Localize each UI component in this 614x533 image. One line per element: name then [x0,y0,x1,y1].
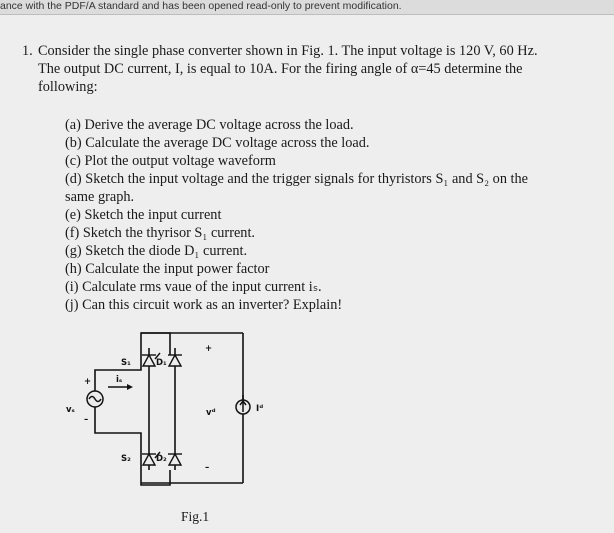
is-arrow-head [127,384,133,390]
question-number: 1. [22,43,33,59]
ac-source-icon [87,391,103,407]
item-c: (c) Plot the output voltage waveform [65,153,276,169]
item-i: (i) Calculate rms vaue of the input current iₛ. [65,279,322,295]
label-d1: D₁ [156,358,167,368]
label-minus-output: – [205,463,210,473]
label-s2: S₂ [121,454,131,464]
item-d: (d) Sketch the input voltage and the trigger signals for thyristors S₁ and S₂ on the [65,171,529,187]
dc-current-source-icon [236,400,250,414]
item-e: (e) Sketch the input current [65,207,222,223]
diode-d1-symbol [168,355,182,366]
diode-d2-symbol [168,454,182,465]
document-page [0,15,614,533]
item-f: (f) Sketch the thyrisor S₁ current. [65,225,255,241]
figure-caption: Fig.1 [181,509,210,524]
circuit-diagram [0,15,614,533]
label-is: iₛ [116,375,123,385]
label-minus-source: – [84,415,89,425]
label-plus-output: + [205,344,213,354]
label-d2: D₂ [156,454,167,464]
intro-line-2: The output DC current, I, is equal to 10A. For the firing angle of α=45 determine the [38,61,523,77]
item-b: (b) Calculate the average DC voltage across the load. [65,135,370,151]
item-j: (j) Can this circuit work as an inverter? Explain! [65,297,343,313]
label-vs: vₛ [66,405,75,415]
item-d-continued: same graph. [65,189,135,205]
read-only-notice-bar [0,0,614,15]
item-a: (a) Derive the average DC voltage across the load. [65,117,354,133]
source-bottom-wire [95,405,170,485]
item-h: (h) Calculate the input power factor [65,261,270,277]
label-s1: S₁ [121,358,131,368]
read-only-notice-text: ance with the PDF/A standard and has been opened read-only to prevent modification. [0,0,402,12]
item-g: (g) Sketch the diode D₁ current. [65,243,248,259]
label-plus-source: + [84,377,92,387]
label-vd: vᵈ [206,408,216,418]
label-id: Iᵈ [256,404,264,414]
intro-line-1: Consider the single phase converter shown in Fig. 1. The input voltage is 120 V, 60 Hz. [38,43,538,59]
intro-line-3: following: [38,79,98,95]
